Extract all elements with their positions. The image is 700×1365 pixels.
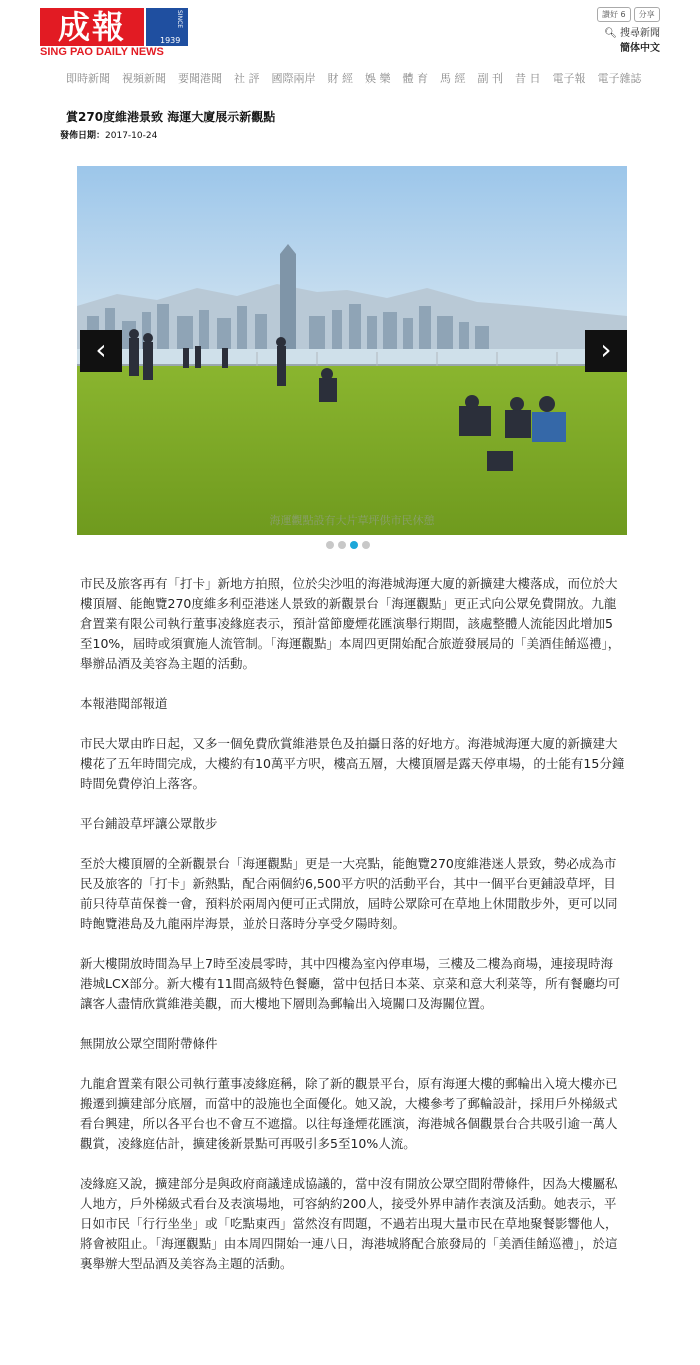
prev-slide-button[interactable]: ‹ <box>80 330 122 372</box>
nav-item[interactable]: 國際兩岸 <box>271 72 316 85</box>
slide-dot[interactable] <box>362 541 370 549</box>
nav-item[interactable]: 電子雜誌 <box>597 72 642 85</box>
logo-chinese: 成報 <box>40 8 144 46</box>
article-paragraph: 市民及旅客再有「打卡」新地方拍照，位於尖沙咀的海港城海運大廈的新擴建大樓落成，而位於大樓頂層、能飽覽270度維多利亞港迷人景致的新觀景台「海運觀點」更正式向公眾免費開放。九龍倉置業有限公司執行董事凌緣庭表示，預計當節慶煙花匯演舉行期間，該處整體人流能因此增加5至10%，屆時或須實施人流管制。「海運觀點」本周四更開始配合旅遊發展局的「美酒佳餚巡禮」，舉辦品酒及美容為主題的活動。 <box>80 576 621 671</box>
slide-dot[interactable] <box>338 541 346 549</box>
nav-item[interactable]: 社 評 <box>234 72 260 85</box>
header-tools <box>604 26 660 56</box>
like-button[interactable]: 讚好 6 <box>597 7 631 22</box>
article-paragraph: 市民大眾由昨日起，又多一個免費欣賞維港景色及拍攝日落的好地方。海港城海運大廈的新擴建大樓花了五年時間完成，大樓約有10萬平方呎，樓高五層，大樓頂層是露天停車場，的士能有15分鐘時間免費停泊上落客。 <box>80 736 625 791</box>
nav-item[interactable]: 娛 樂 <box>365 72 391 85</box>
article-paragraph: 本報港聞部報道 <box>80 696 168 711</box>
article-paragraph: 凌緣庭又說，擴建部分是與政府商議達成協議的，當中沒有開放公眾空間附帶條件，因為大樓屬私人地方，戶外梯級式看台及表演場地，可容納約200人，接受外界申請作表演及活動。她表示，平日如市民「行行坐坐」或「吃點東西」當然沒有問題，不過若出現大量市民在草地聚餐影響他人，將會被阻止。「海運觀點」由本周四開始一連八日，海港城將配合旅發局的「美酒佳餚巡禮」，於這裏舉辦大型品酒及美容為主題的活動。 <box>80 1176 618 1271</box>
slide-indicators <box>326 541 370 549</box>
photo-caption: 海運觀點設有大片草坪供市民休憩 <box>269 514 435 527</box>
nav-item[interactable]: 要聞港聞 <box>178 72 222 85</box>
next-slide-button[interactable]: › <box>585 330 627 372</box>
slide-dot[interactable] <box>326 541 334 549</box>
search-label: 搜尋新聞 <box>620 28 660 39</box>
article-paragraph: 平台鋪設草坪讓公眾散步 <box>80 816 218 831</box>
article-paragraph: 至於大樓頂層的全新觀景台「海運觀點」更是一大亮點，能飽覽270度維港迷人景致，勢必成為市民及旅客的「打卡」新熱點，配合兩個約6,500平方呎的活動平台，其中一個平台更鋪設草坪，目前只待草苗保養一會，預料於兩周內便可正式開放，屆時公眾除可在草地上休閒散步外，更可以同時飽覽港島及九龍兩岸海景，並於日落時分享受夕陽時刻。 <box>80 856 618 931</box>
nav-item[interactable]: 即時新聞 <box>66 72 110 85</box>
nav-item[interactable]: 昔 日 <box>515 72 541 85</box>
nav-item[interactable]: 副 刊 <box>477 72 503 85</box>
logo-english: SING PAO DAILY NEWS <box>40 46 164 58</box>
nav-item[interactable]: 體 育 <box>402 72 428 85</box>
article-title: 賞270度維港景致 海運大廈展示新觀點 <box>66 110 276 124</box>
social-buttons <box>597 7 660 22</box>
logo-year: 1939 <box>160 36 181 45</box>
nav-item[interactable]: 馬 經 <box>440 72 466 85</box>
date-value: 2017-10-24 <box>105 131 158 141</box>
article-photo <box>77 166 627 535</box>
search-icon: 🔍︎ <box>604 28 617 39</box>
article-body <box>80 574 625 1294</box>
harbour-lawn-image <box>77 166 627 535</box>
date-label: 發佈日期： <box>60 131 106 141</box>
main-nav <box>66 70 642 86</box>
article-paragraph: 無開放公眾空間附帶條件 <box>80 1036 218 1051</box>
nav-item[interactable]: 財 經 <box>327 72 353 85</box>
language-toggle[interactable]: 簡体中文 <box>620 43 660 54</box>
nav-item[interactable]: 視頻新聞 <box>122 72 166 85</box>
nav-item[interactable]: 電子報 <box>552 72 586 85</box>
article-paragraph: 九龍倉置業有限公司執行董事凌緣庭稱，除了新的觀景平台，原有海運大樓的郵輪出入境大樓亦已搬遷到擴建部分底層，而當中的設施也全面優化。她又說，大樓參考了郵輪設計，採用戶外梯級式看台興建，所以各平台也不會互不遮擋。以往每逢煙花匯演，海港城各個觀景台合共吸引逾一萬人觀賞，凌緣庭估計，擴建後新景點可再吸引多5至10%人流。 <box>80 1076 618 1151</box>
share-button[interactable]: 分享 <box>634 7 660 22</box>
publish-date <box>60 128 157 141</box>
search-link[interactable] <box>604 26 660 41</box>
slide-dot[interactable] <box>350 541 358 549</box>
site-logo[interactable] <box>40 8 188 60</box>
article-paragraph: 新大樓開放時間為早上7時至凌晨零時，其中四樓為室內停車場，三樓及二樓為商場，連接現時海港城LCX部分。新大樓有11間高級特色餐廳，當中包括日本菜、京菜和意大利菜等，所有餐廳均可讓客人盡情欣賞維港美觀，而大樓地下層則為郵輪出入境關口及海關位置。 <box>80 956 621 1011</box>
logo-since: SINCE <box>176 10 183 29</box>
